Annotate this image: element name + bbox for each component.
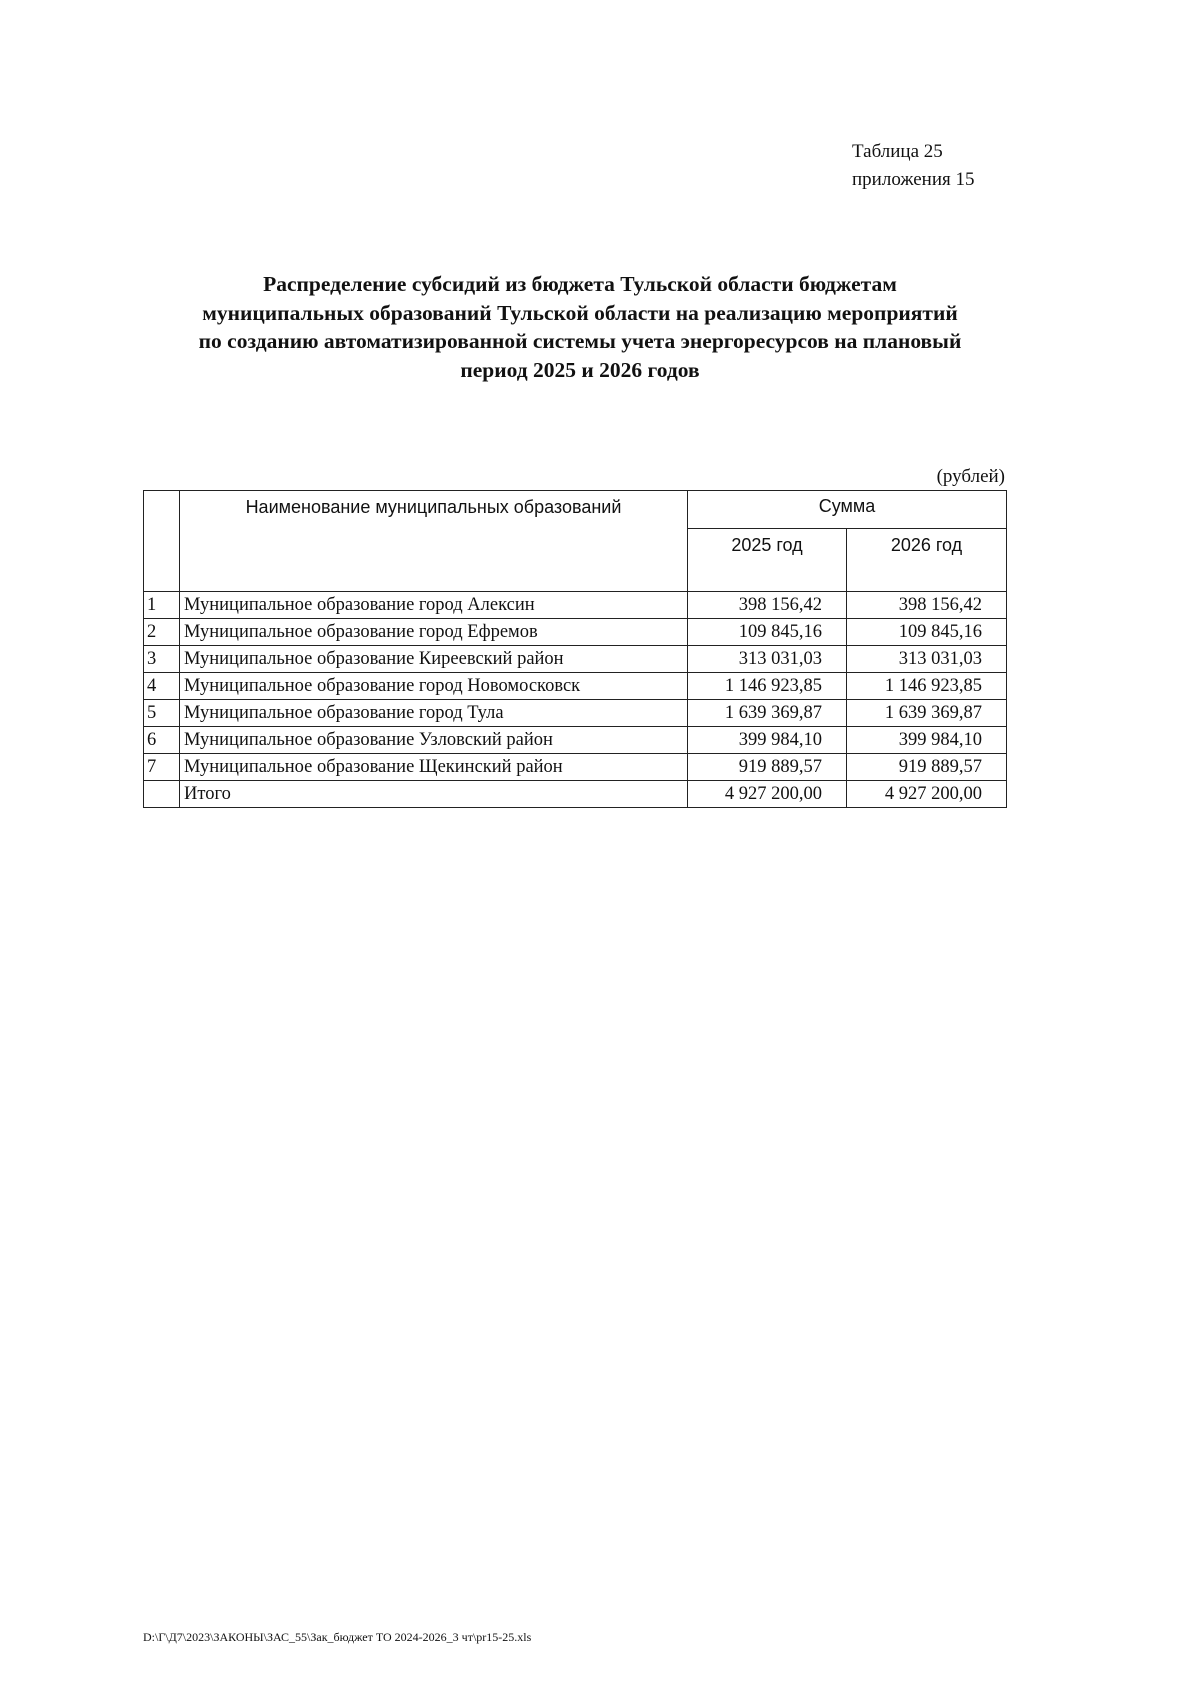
- title-line-4: период 2025 и 2026 годов: [460, 357, 700, 382]
- amount-2025: 399 984,10: [688, 727, 847, 754]
- row-number: 1: [144, 592, 180, 619]
- amount-2025: 919 889,57: [688, 754, 847, 781]
- row-number: 6: [144, 727, 180, 754]
- row-number: 2: [144, 619, 180, 646]
- municipality-name: Муниципальное образование город Тула: [180, 700, 688, 727]
- header-name: Наименование муниципальных образований: [180, 491, 688, 592]
- row-number: 3: [144, 646, 180, 673]
- title-line-1: Распределение субсидий из бюджета Тульской области бюджетам: [263, 272, 897, 296]
- header-year-2025: 2025 год: [688, 529, 847, 592]
- municipality-name: Муниципальное образование Киреевский район: [180, 646, 688, 673]
- municipality-name: Муниципальное образование Щекинский район: [180, 754, 688, 781]
- total-2025: 4 927 200,00: [688, 781, 847, 808]
- table-label: Таблица 25: [852, 141, 943, 162]
- municipality-name: Муниципальное образование город Новомосковск: [180, 673, 688, 700]
- row-number: 5: [144, 700, 180, 727]
- table-row: [144, 700, 1007, 727]
- header-index-cell: [144, 491, 180, 592]
- row-number: 4: [144, 673, 180, 700]
- amount-2026: 919 889,57: [847, 754, 1007, 781]
- municipality-name: Муниципальное образование город Ефремов: [180, 619, 688, 646]
- appendix-reference: [852, 138, 974, 194]
- total-label: Итого: [180, 781, 688, 808]
- units-label: (рублей): [936, 466, 1005, 487]
- amount-2026: 1 639 369,87: [847, 700, 1007, 727]
- amount-2025: 313 031,03: [688, 646, 847, 673]
- amount-2026: 1 146 923,85: [847, 673, 1007, 700]
- row-number: 7: [144, 754, 180, 781]
- header-year-2026: 2026 год: [847, 529, 1007, 592]
- table-row: [144, 592, 1007, 619]
- amount-2026: 399 984,10: [847, 727, 1007, 754]
- municipality-name: Муниципальное образование город Алексин: [180, 592, 688, 619]
- appendix-label: приложения 15: [852, 169, 975, 190]
- title-line-3: по созданию автоматизированной системы учета энергоресурсов на плановый: [198, 329, 962, 353]
- total-2026: 4 927 200,00: [847, 781, 1007, 808]
- amount-2026: 109 845,16: [847, 619, 1007, 646]
- total-index-cell: [144, 781, 180, 808]
- table-row: [144, 727, 1007, 754]
- amount-2025: 1 146 923,85: [688, 673, 847, 700]
- table-row: [144, 754, 1007, 781]
- amount-2026: 313 031,03: [847, 646, 1007, 673]
- document-title: [140, 270, 1020, 384]
- total-row: [144, 781, 1007, 808]
- municipality-name: Муниципальное образование Узловский район: [180, 727, 688, 754]
- title-line-2: муниципальных образований Тульской области на реализацию мероприятий: [202, 300, 958, 325]
- header-row-1: [144, 491, 1007, 529]
- table-row: [144, 646, 1007, 673]
- amount-2025: 109 845,16: [688, 619, 847, 646]
- amount-2025: 398 156,42: [688, 592, 847, 619]
- file-path-footer: D:\Г\Д7\2023\ЗАКОНЫ\ЗАС_55\Зак_бюджет ТО 2024-2026_3 чт\pr15-25.xls: [143, 1630, 532, 1644]
- amount-2025: 1 639 369,87: [688, 700, 847, 727]
- subsidy-table: [143, 490, 1007, 808]
- table-row: [144, 619, 1007, 646]
- amount-2026: 398 156,42: [847, 592, 1007, 619]
- table-row: [144, 673, 1007, 700]
- header-sum: Сумма: [688, 491, 1007, 529]
